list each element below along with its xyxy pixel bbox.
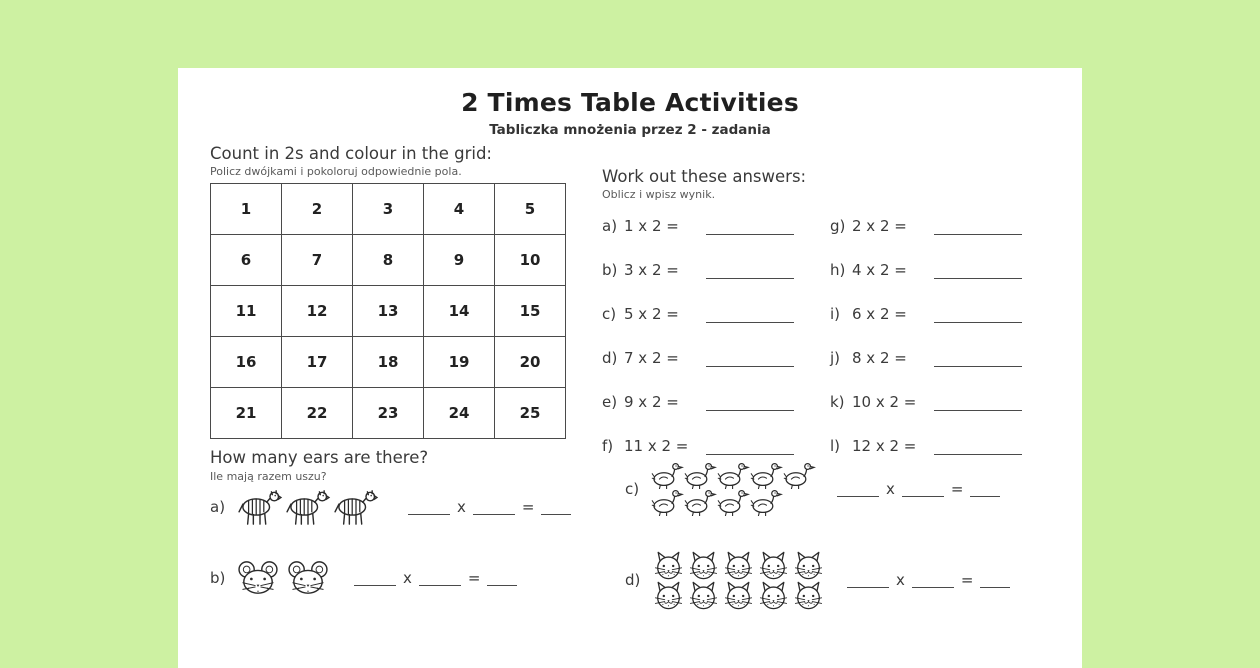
grid-cell[interactable]: 17 bbox=[282, 337, 353, 388]
ears-factor-blank[interactable] bbox=[847, 572, 889, 588]
ears-problem-label: c) bbox=[625, 480, 640, 498]
problem-expression: 9 x 2 = bbox=[624, 393, 679, 411]
ears-blanks bbox=[408, 499, 571, 515]
answer-blank[interactable] bbox=[934, 395, 1022, 411]
equals-symbol: = bbox=[960, 571, 974, 589]
grid-cell[interactable]: 1 bbox=[211, 184, 282, 235]
problem-row bbox=[602, 258, 794, 279]
grid-cell[interactable]: 25 bbox=[495, 388, 566, 439]
cat-icon bbox=[756, 580, 791, 610]
zebra-icon bbox=[332, 488, 380, 526]
cat-icon bbox=[651, 550, 686, 580]
cat-group bbox=[651, 550, 833, 610]
problem-label: e) bbox=[602, 393, 618, 411]
grid-cell[interactable]: 14 bbox=[424, 286, 495, 337]
problem-label: l) bbox=[830, 437, 841, 455]
grid-row bbox=[211, 337, 566, 388]
grid-cell[interactable]: 2 bbox=[282, 184, 353, 235]
problem-expression: 5 x 2 = bbox=[624, 305, 679, 323]
problem-row bbox=[602, 346, 794, 367]
problem-label: c) bbox=[602, 305, 617, 323]
cat-icon bbox=[791, 580, 826, 610]
ears-problem-label: b) bbox=[210, 569, 226, 587]
zebra-icon bbox=[236, 488, 284, 526]
problem-expression: 11 x 2 = bbox=[624, 437, 689, 455]
problem-row bbox=[830, 346, 1022, 367]
grid-cell[interactable]: 21 bbox=[211, 388, 282, 439]
problem-expression: 10 x 2 = bbox=[852, 393, 917, 411]
grid-cell[interactable]: 6 bbox=[211, 235, 282, 286]
problem-row bbox=[602, 302, 794, 323]
equals-symbol: = bbox=[521, 498, 535, 516]
grid-cell[interactable]: 15 bbox=[495, 286, 566, 337]
zebra-icon bbox=[284, 488, 332, 526]
problem-label: d) bbox=[602, 349, 618, 367]
grid-cell[interactable]: 22 bbox=[282, 388, 353, 439]
mouse-icon bbox=[236, 560, 280, 596]
page-title: 2 Times Table Activities bbox=[461, 88, 799, 117]
grid-cell[interactable]: 13 bbox=[353, 286, 424, 337]
problem-expression: 7 x 2 = bbox=[624, 349, 679, 367]
ears-blanks bbox=[847, 572, 1010, 588]
answer-blank[interactable] bbox=[706, 351, 794, 367]
ears-problem-row bbox=[210, 560, 517, 596]
ears-problem-label: d) bbox=[625, 571, 641, 589]
problem-label: k) bbox=[830, 393, 845, 411]
times-symbol: x bbox=[403, 569, 412, 587]
cat-icon bbox=[651, 580, 686, 610]
answer-blank[interactable] bbox=[706, 307, 794, 323]
problem-row bbox=[830, 214, 1022, 235]
problem-expression: 6 x 2 = bbox=[852, 305, 907, 323]
problem-row bbox=[830, 302, 1022, 323]
cat-icon bbox=[686, 580, 721, 610]
problem-label: i) bbox=[830, 305, 841, 323]
grid-cell[interactable]: 18 bbox=[353, 337, 424, 388]
answer-blank[interactable] bbox=[934, 439, 1022, 455]
answer-blank[interactable] bbox=[706, 439, 794, 455]
grid-cell[interactable]: 8 bbox=[353, 235, 424, 286]
cat-icon bbox=[756, 550, 791, 580]
problem-label: h) bbox=[830, 261, 846, 279]
ears-result-blank[interactable] bbox=[970, 481, 1000, 497]
zebra-group bbox=[236, 488, 394, 526]
problem-row bbox=[602, 214, 794, 235]
problem-row bbox=[602, 434, 794, 455]
grid-section-heading: Count in 2s and colour in the grid: bbox=[210, 144, 492, 163]
answer-blank[interactable] bbox=[934, 351, 1022, 367]
cat-icon bbox=[686, 550, 721, 580]
goose-icon bbox=[783, 462, 816, 489]
problem-expression: 1 x 2 = bbox=[624, 217, 679, 235]
page-subtitle: Tabliczka mnożenia przez 2 - zadania bbox=[489, 122, 771, 138]
grid-cell[interactable]: 20 bbox=[495, 337, 566, 388]
grid-row bbox=[211, 286, 566, 337]
problem-label: b) bbox=[602, 261, 618, 279]
grid-cell[interactable]: 24 bbox=[424, 388, 495, 439]
problem-label: j) bbox=[830, 349, 841, 367]
worksheet-page bbox=[178, 68, 1082, 668]
ears-result-blank[interactable] bbox=[980, 572, 1010, 588]
answers-column-right bbox=[830, 214, 1022, 478]
grid-cell[interactable]: 23 bbox=[353, 388, 424, 439]
problem-expression: 4 x 2 = bbox=[852, 261, 907, 279]
answer-blank[interactable] bbox=[934, 263, 1022, 279]
grid-row bbox=[211, 184, 566, 235]
ears-problem-row bbox=[210, 488, 571, 526]
goose-icon bbox=[651, 462, 684, 489]
grid-cell[interactable]: 11 bbox=[211, 286, 282, 337]
goose-icon bbox=[717, 489, 750, 516]
ears-section-heading: How many ears are there? bbox=[210, 448, 429, 467]
grid-cell[interactable]: 5 bbox=[495, 184, 566, 235]
problem-row bbox=[602, 390, 794, 411]
number-grid bbox=[210, 183, 566, 439]
ears-factor-blank[interactable] bbox=[837, 481, 879, 497]
grid-cell[interactable]: 10 bbox=[495, 235, 566, 286]
goose-icon bbox=[684, 462, 717, 489]
ears-factor-blank[interactable] bbox=[408, 499, 450, 515]
grid-cell[interactable]: 7 bbox=[282, 235, 353, 286]
ears-blanks bbox=[354, 570, 517, 586]
problem-label: g) bbox=[830, 217, 846, 235]
mouse-icon bbox=[286, 560, 330, 596]
problem-expression: 8 x 2 = bbox=[852, 349, 907, 367]
problem-label: a) bbox=[602, 217, 618, 235]
ears-factor-blank[interactable] bbox=[354, 570, 396, 586]
goose-icon bbox=[750, 489, 783, 516]
answers-section-heading: Work out these answers: bbox=[602, 167, 807, 186]
grid-row bbox=[211, 388, 566, 439]
ears-factor-blank[interactable] bbox=[473, 499, 515, 515]
ears-problem-row bbox=[625, 462, 1000, 516]
grid-cell[interactable]: 9 bbox=[424, 235, 495, 286]
cat-icon bbox=[721, 550, 756, 580]
grid-cell[interactable]: 16 bbox=[211, 337, 282, 388]
goose-icon bbox=[684, 489, 717, 516]
ears-factor-blank[interactable] bbox=[912, 572, 954, 588]
answer-blank[interactable] bbox=[706, 263, 794, 279]
times-symbol: x bbox=[886, 480, 895, 498]
answers-section-subheading: Oblicz i wpisz wynik. bbox=[602, 188, 716, 201]
problem-expression: 3 x 2 = bbox=[624, 261, 679, 279]
cat-icon bbox=[721, 580, 756, 610]
grid-section-subheading: Policz dwójkami i pokoloruj odpowiednie pola. bbox=[210, 165, 462, 178]
answer-blank[interactable] bbox=[934, 219, 1022, 235]
answer-blank[interactable] bbox=[706, 219, 794, 235]
grid-cell[interactable]: 12 bbox=[282, 286, 353, 337]
ears-blanks bbox=[837, 481, 1000, 497]
ears-problem-label: a) bbox=[210, 498, 226, 516]
answers-column-left bbox=[602, 214, 794, 478]
ears-factor-blank[interactable] bbox=[902, 481, 944, 497]
problem-label: f) bbox=[602, 437, 614, 455]
times-symbol: x bbox=[896, 571, 905, 589]
goose-icon bbox=[717, 462, 750, 489]
grid-row bbox=[211, 235, 566, 286]
grid-cell[interactable]: 3 bbox=[353, 184, 424, 235]
answer-blank[interactable] bbox=[706, 395, 794, 411]
problem-row bbox=[830, 434, 1022, 455]
grid-cell[interactable]: 4 bbox=[424, 184, 495, 235]
equals-symbol: = bbox=[467, 569, 481, 587]
goose-icon bbox=[651, 489, 684, 516]
grid-cell[interactable]: 19 bbox=[424, 337, 495, 388]
times-symbol: x bbox=[457, 498, 466, 516]
ears-section-subheading: Ile mają razem uszu? bbox=[210, 470, 327, 483]
equals-symbol: = bbox=[950, 480, 964, 498]
problem-expression: 2 x 2 = bbox=[852, 217, 907, 235]
ears-factor-blank[interactable] bbox=[419, 570, 461, 586]
problem-row bbox=[830, 258, 1022, 279]
goose-icon bbox=[750, 462, 783, 489]
ears-problem-row bbox=[625, 550, 1010, 610]
ears-result-blank[interactable] bbox=[487, 570, 517, 586]
problem-row bbox=[830, 390, 1022, 411]
answer-blank[interactable] bbox=[934, 307, 1022, 323]
problem-expression: 12 x 2 = bbox=[852, 437, 917, 455]
ears-result-blank[interactable] bbox=[541, 499, 571, 515]
cat-icon bbox=[791, 550, 826, 580]
goose-group bbox=[651, 462, 823, 516]
mouse-group bbox=[236, 560, 340, 596]
